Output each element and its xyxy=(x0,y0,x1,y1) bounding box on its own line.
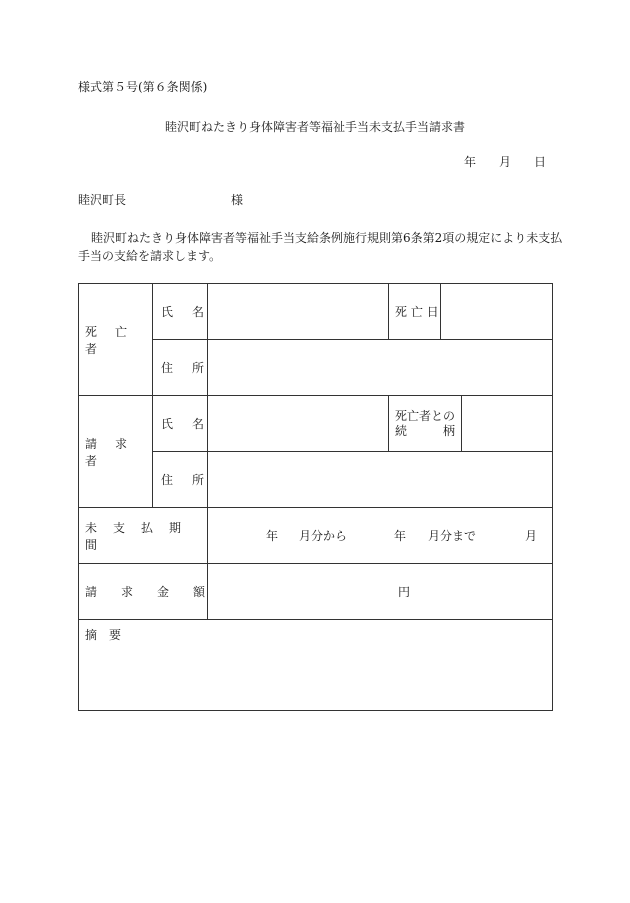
unpaid-char-4: 期 xyxy=(169,520,182,535)
deceased-address-char-1: 住 xyxy=(161,361,174,375)
remarks-field[interactable] xyxy=(79,620,553,711)
claimant-name-label xyxy=(153,396,208,452)
relation-label-line-1: 死亡者との xyxy=(395,408,456,423)
deceased-name-char-1: 氏 xyxy=(161,305,174,319)
unpaid-period-field[interactable] xyxy=(208,508,553,564)
claim-form-table xyxy=(78,283,553,711)
unpaid-char-5: 間 xyxy=(85,537,98,552)
deceased-address-field[interactable] xyxy=(208,340,553,396)
unpaid-char-3: 払 xyxy=(141,520,154,535)
claimant-section-label xyxy=(79,396,153,508)
relation-label-line-2 xyxy=(395,424,461,439)
claimant-name-char-2: 名 xyxy=(192,417,205,431)
date-day-label: 日 xyxy=(534,155,547,169)
date-year-label: 年 xyxy=(464,155,477,169)
deceased-name-label xyxy=(153,284,208,340)
claimant-char-1: 請 xyxy=(85,436,98,451)
months-count-label: 月 xyxy=(525,529,538,543)
unpaid-char-1: 未 xyxy=(85,520,98,535)
to-year-label: 年 xyxy=(394,529,407,543)
claimant-char-3: 者 xyxy=(85,453,98,468)
amount-char-3: 金 xyxy=(157,585,170,599)
addressee: 睦沢町長 xyxy=(78,193,127,207)
amount-char-1: 請 xyxy=(85,585,98,599)
deceased-name-field[interactable] xyxy=(208,284,389,340)
relation-char-1: 続 xyxy=(395,423,408,438)
claimant-name-field[interactable] xyxy=(208,396,389,452)
unpaid-char-2: 支 xyxy=(113,520,126,535)
death-date-field[interactable] xyxy=(441,284,553,340)
body-text-line-1: 睦沢町ねたきり身体障害者等福祉手当支給条例施行規則第6条第2項の規定により未支払 xyxy=(91,231,563,245)
claimant-address-char-2: 所 xyxy=(192,473,205,487)
deceased-name-char-2: 名 xyxy=(192,305,205,319)
deceased-address-label xyxy=(153,340,208,396)
claimant-char-2: 求 xyxy=(115,436,128,451)
remarks-label: 摘 要 xyxy=(85,628,122,642)
honorific: 様 xyxy=(231,193,244,207)
claim-amount-field[interactable] xyxy=(208,564,553,620)
claimant-address-field[interactable] xyxy=(208,452,553,508)
deceased-char-2: 亡 xyxy=(115,324,128,339)
from-year-label: 年 xyxy=(266,529,279,543)
deceased-char-1: 死 xyxy=(85,324,98,339)
claimant-address-char-1: 住 xyxy=(161,473,174,487)
death-date-label xyxy=(389,284,441,340)
unpaid-period-label xyxy=(79,508,208,564)
from-month-label: 月分から xyxy=(299,529,348,543)
death-date-text: 死 亡 日 xyxy=(395,305,439,319)
deceased-address-char-2: 所 xyxy=(192,361,205,375)
date-month-label: 月 xyxy=(499,155,512,169)
form-number: 様式第５号(第６条関係) xyxy=(78,80,208,94)
amount-char-4: 額 xyxy=(193,585,206,599)
claim-amount-label xyxy=(79,564,208,620)
to-month-label: 月分まで xyxy=(428,529,477,543)
amount-char-2: 求 xyxy=(121,585,134,599)
deceased-char-3: 者 xyxy=(85,341,98,356)
body-text-line-2: 手当の支給を請求します。 xyxy=(78,249,222,263)
claimant-address-label xyxy=(153,452,208,508)
relation-label xyxy=(389,396,462,452)
relation-char-2: 柄 xyxy=(443,423,456,438)
form-title: 睦沢町ねたきり身体障害者等福祉手当未支払手当請求書 xyxy=(164,120,465,134)
deceased-section-label xyxy=(79,284,153,396)
yen-unit-label: 円 xyxy=(398,585,411,599)
relation-field[interactable] xyxy=(462,396,553,452)
claimant-name-char-1: 氏 xyxy=(161,417,174,431)
